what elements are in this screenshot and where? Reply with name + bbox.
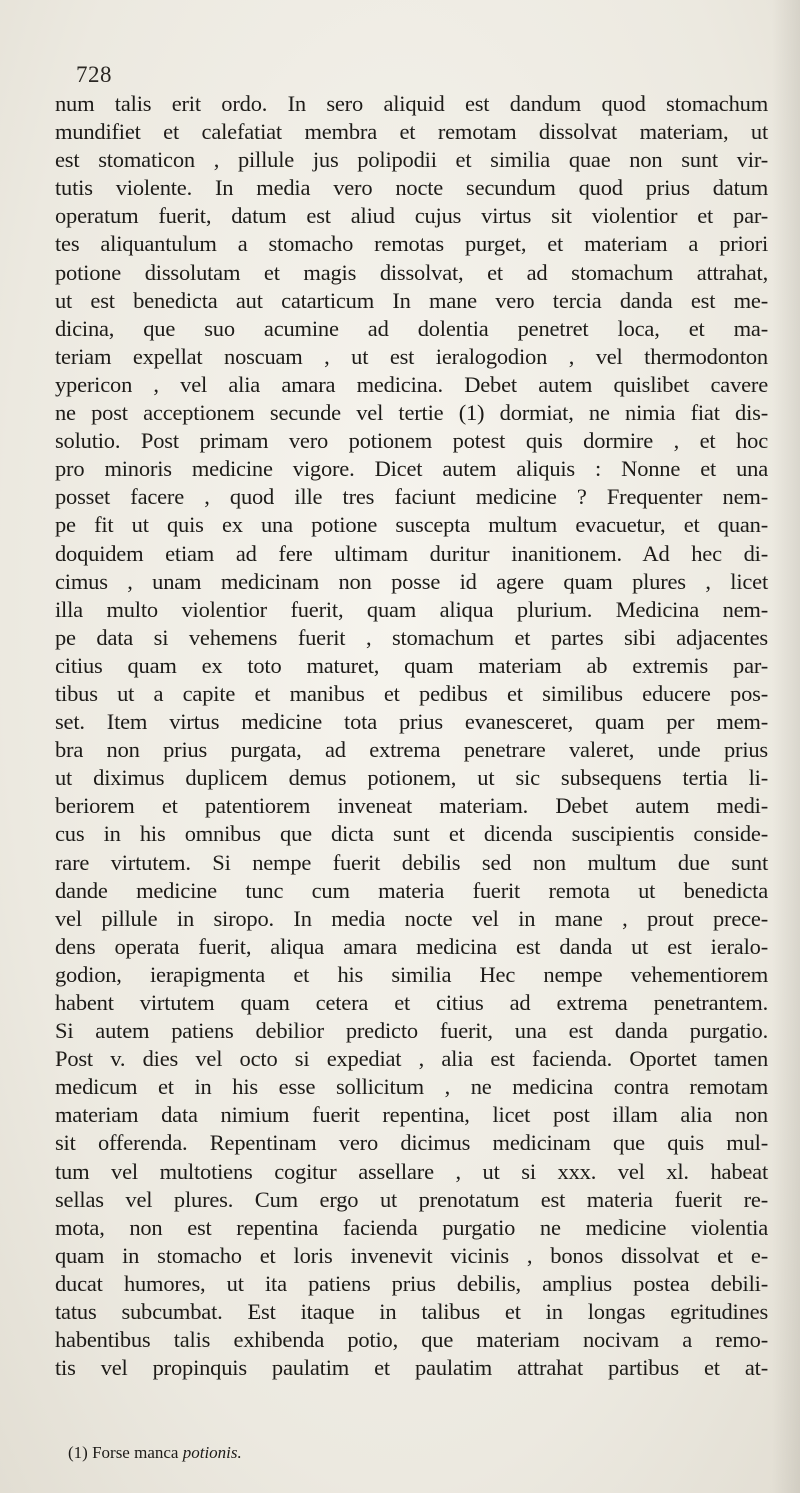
text-line: medicum et in his esse sollicitum , ne medicina contra remotam [55,1074,768,1100]
text-line: dande medicine tunc cum materia fuerit remota ut benedicta [55,877,768,903]
footnote-marker: (1) [68,1443,88,1462]
text-line: tum vel multotiens cogitur assellare , ut si xxx. vel xl. habeat [55,1158,768,1184]
text-line: num talis erit ordo. In sero aliquid est dandum quod stomachum [55,91,768,116]
text-line: mundifiet et calefatiat membra et remotam dissolvat materiam, ut [55,119,768,145]
text-line: doquidem etiam ad fere ultimam duritur inanitionem. Ad hec di- [55,540,768,566]
text-line: tatus subcumbat. Est itaque in talibus et in longas egritudines [55,1299,768,1325]
footnote-italic-word: potionis. [182,1443,242,1462]
text-line: quam in stomacho et loris invenevit vicinis , bonos dissolvat et e- [55,1242,768,1268]
text-line: materiam data nimium fuerit repentina, licet post illam alia non [55,1102,768,1128]
text-line: teriam expellat noscuam , ut est ieralogodion , vel thermodonton [55,343,768,369]
text-line: habent virtutem quam cetera et citius ad extrema penetrantem. [55,990,768,1015]
text-line: Post v. dies vel octo si expediat , alia est facienda. Oportet tamen [55,1046,768,1072]
text-line: pro minoris medicine vigore. Dicet autem aliquis : Nonne et una [55,456,768,482]
text-line: pe fit ut quis ex una potione suscepta multum evacuetur, et quan- [55,512,768,538]
body-text [55,90,768,1382]
text-line: dens operata fuerit, aliqua amara medicina est danda ut est ieralo- [55,933,768,959]
text-line: est stomaticon , pillule jus polipodii et similia quae non sunt vir- [55,147,768,173]
text-line: set. Item virtus medicine tota prius evanesceret, quam per mem- [55,709,768,735]
text-line: posset facere , quod ille tres faciunt medicine ? Frequenter nem- [55,484,768,510]
text-line: sit offerenda. Repentinam vero dicimus medicinam que quis mul- [55,1130,768,1156]
text-line: cus in his omnibus que dicta sunt et dicenda suscipientis conside- [55,821,768,847]
text-line: Si autem patiens debilior predicto fuerit, una est danda purgatio. [55,1018,768,1044]
text-line: operatum fuerit, datum est aliud cujus virtus sit violentior et par- [55,203,768,229]
text-line: ut est benedicta aut catarticum In mane vero tercia danda est me- [55,287,768,313]
text-line: sellas vel plures. Cum ergo ut prenotatum est materia fuerit re- [55,1186,768,1212]
text-line: ut diximus duplicem demus potionem, ut sic subsequens tertia li- [55,765,768,791]
text-line: tes aliquantulum a stomacho remotas purget, et materiam a priori [55,231,768,257]
text-line: beriorem et patentiorem inveneat materiam. Debet autem medi- [55,793,768,819]
footnote-text: Forse manca [92,1443,179,1462]
text-line: citius quam ex toto maturet, quam materiam ab extremis par- [55,652,768,678]
text-line: pe data si vehemens fuerit , stomachum et partes sibi adjacentes [55,624,768,650]
text-line: tibus ut a capite et manibus et pedibus et similibus educere pos- [55,680,768,706]
text-line: mota, non est repentina facienda purgatio ne medicine violentia [55,1214,768,1240]
text-line: ypericon , vel alia amara medicina. Debet autem quislibet cavere [55,371,768,397]
page-edge-shadow [772,0,800,1493]
footnote [68,1443,242,1463]
text-line: tis vel propinquis paulatim et paulatim attrahat partibus et at- [55,1355,768,1381]
text-line: tutis violente. In media vero nocte secundum quod prius datum [55,175,768,201]
text-line: bra non prius purgata, ad extrema penetrare valeret, unde prius [55,737,768,763]
text-line: dicina, que suo acumine ad dolentia penetret loca, et ma- [55,315,768,341]
text-line: cimus , unam medicinam non posse id agere quam plures , licet [55,568,768,594]
text-line: potione dissolutam et magis dissolvat, et ad stomachum attrahat, [55,259,768,285]
page-number: 728 [76,62,112,87]
text-line: solutio. Post primam vero potionem potest quis dormire , et hoc [55,428,768,454]
text-line: rare virtutem. Si nempe fuerit debilis sed non multum due sunt [55,849,768,875]
text-line: vel pillule in siropo. In media nocte vel in mane , prout prece- [55,905,768,931]
text-line: godion, ierapigmenta et his similia Hec nempe vehementiorem [55,961,768,987]
text-line: ducat humores, ut ita patiens prius debilis, amplius postea debili- [55,1270,768,1296]
text-line: ne post acceptionem secunde vel tertie (1) dormiat, ne nimia fiat dis- [55,400,768,426]
text-line: illa multo violentior fuerit, quam aliqua plurium. Medicina nem- [55,596,768,622]
text-line: habentibus talis exhibenda potio, que materiam nocivam a remo- [55,1327,768,1353]
